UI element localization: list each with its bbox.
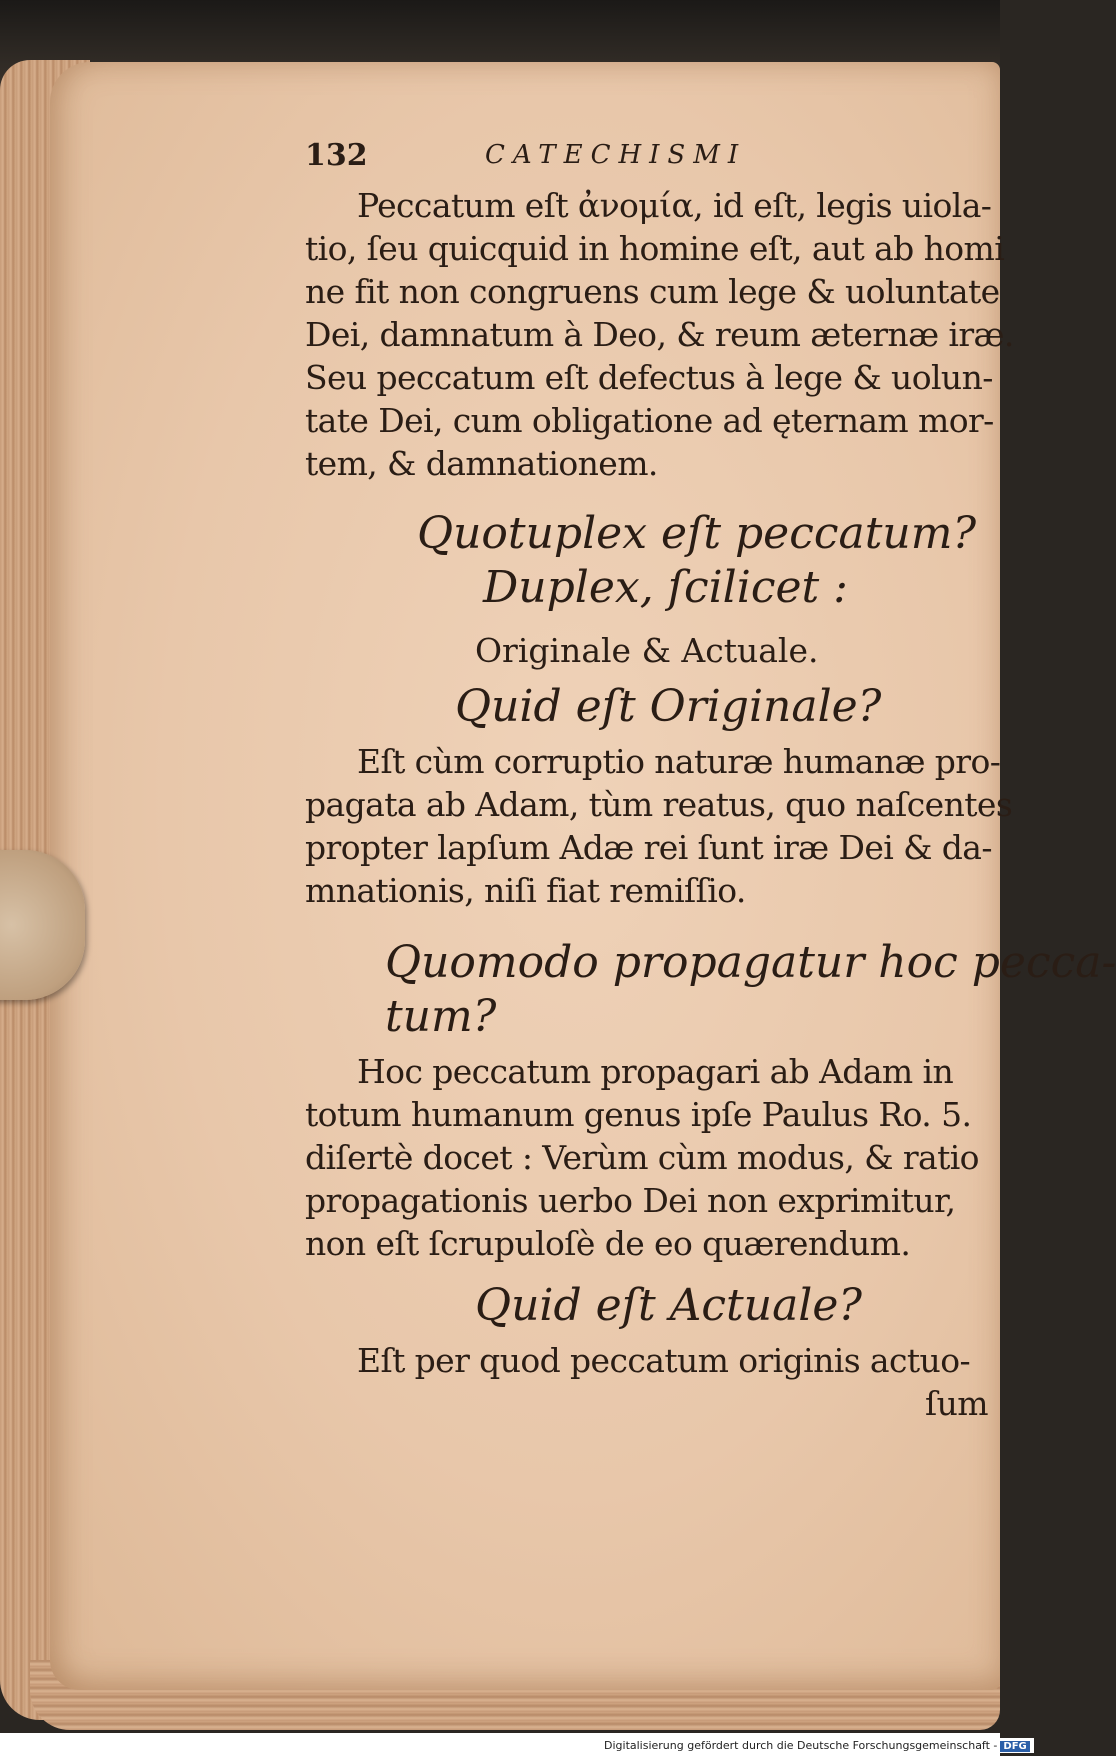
text-line: Seu peccatum eſt defectus à lege & uolun-	[305, 358, 993, 397]
text-line: Dei, damnatum à Deo, & reum æternæ iræ.	[305, 315, 1014, 354]
text-line: tate Dei, cum obligatione ad ęternam mor-	[305, 401, 994, 440]
text-line: propter lapſum Adæ rei ſunt iræ Dei & da-	[305, 828, 992, 867]
text-line: Eſt per quod peccatum originis actuo-	[357, 1341, 971, 1380]
catchword: ſum	[925, 1384, 988, 1423]
question-heading: Quid eſt Actuale?	[475, 1280, 862, 1331]
text-line: Hoc peccatum propagari ab Adam in	[357, 1052, 954, 1091]
credit-text: Digitalisierung gefördert durch die Deutsche Forschungsgemeinschaft -	[604, 1739, 998, 1752]
text-line: non eſt ſcrupuloſè de eo quærendum.	[305, 1224, 911, 1263]
text-line: mnationis, niſi fiat remiſſio.	[305, 871, 746, 910]
page-text	[305, 138, 1116, 1425]
page-header	[305, 138, 995, 184]
running-head: CATECHISMI	[485, 140, 747, 170]
text-line: Eſt cùm corruptio naturæ humanæ pro-	[357, 742, 1001, 781]
question-heading: Quotuplex eſt peccatum?	[417, 508, 977, 559]
question-heading: Quomodo propagatur hoc pecca-	[385, 937, 1116, 988]
question-heading: tum?	[385, 991, 497, 1042]
text-line: totum humanum genus ipſe Paulus Ro. 5.	[305, 1095, 972, 1134]
answer-heading: Duplex, ſcilicet :	[483, 562, 848, 613]
text-line: tio, ſeu quicquid in homine eſt, aut ab homi	[305, 229, 1005, 268]
answer-detail: Originale & Actuale.	[475, 631, 819, 670]
text-line: ne fit non congruens cum lege & uoluntate	[305, 272, 1000, 311]
text-line: Peccatum eſt ἀνομία, id eſt, legis uiola-	[357, 186, 992, 225]
text-line: diſertè docet : Verùm cùm modus, & ratio	[305, 1138, 979, 1177]
text-line: tem, & damnationem.	[305, 444, 658, 483]
question-heading: Quid eſt Originale?	[455, 681, 882, 732]
page-number: 132	[305, 138, 368, 173]
text-line: propagationis uerbo Dei non exprimitur,	[305, 1181, 956, 1220]
dfg-logo: DFG	[1000, 1741, 1029, 1752]
text-line: pagata ab Adam, tùm reatus, quo naſcentes	[305, 785, 1013, 824]
digitization-credit	[600, 1738, 1034, 1753]
